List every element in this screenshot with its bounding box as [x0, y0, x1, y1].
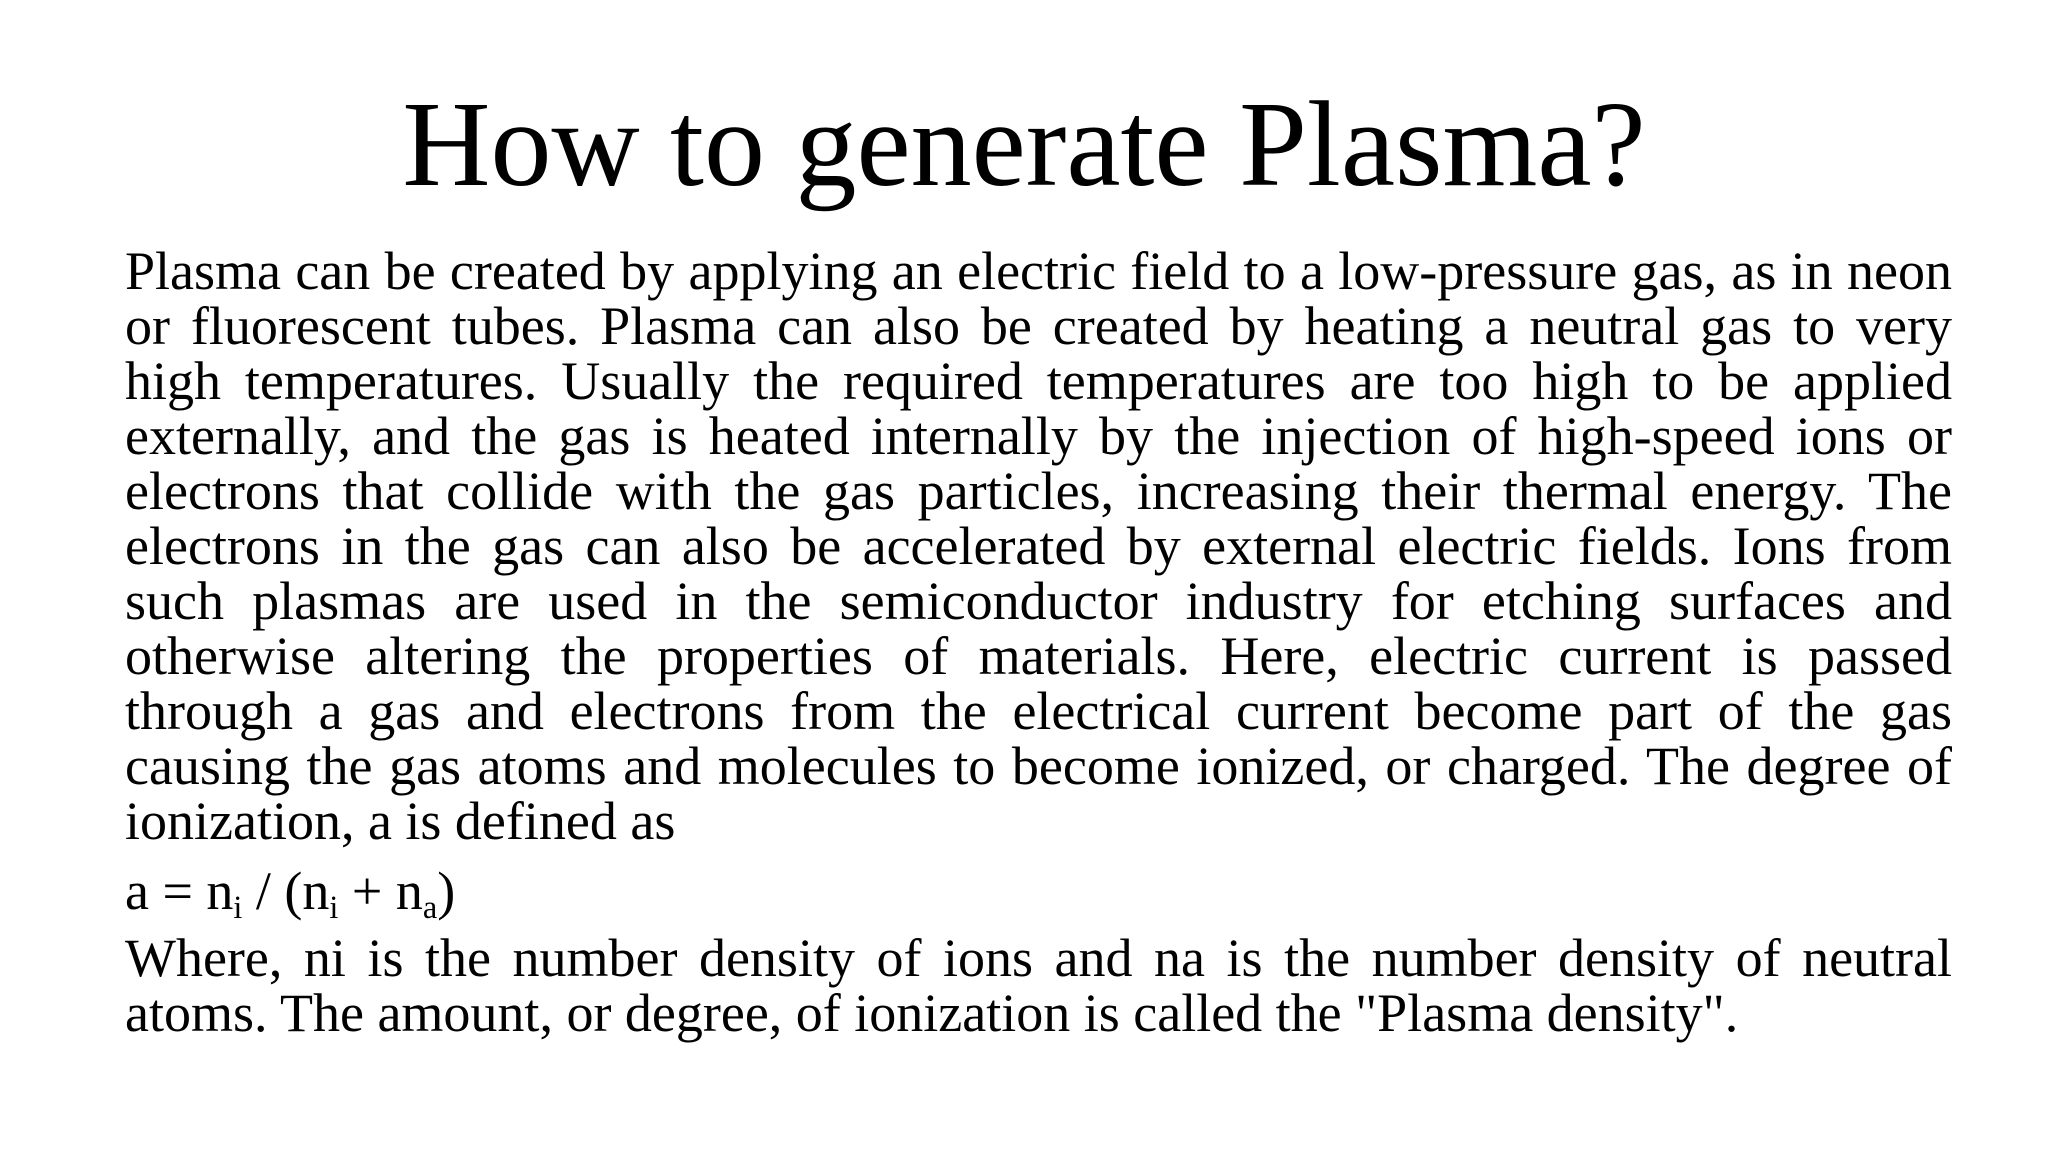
formula-subscript-atom: a: [422, 890, 438, 927]
formula-lhs: a = n: [125, 861, 234, 921]
slide-body: [125, 241, 1952, 1043]
formula-close-paren: ): [437, 861, 456, 921]
body-paragraph-plasma-creation: Plasma can be created by applying an electric field to a low-pressure gas, as in neon or fluorescent tubes. Plasma can also be created by heating a neutral gas to very high temperatures. Usually the required temperatures are too high to be applied externally, and the gas is heated internally by the injection of high-speed ions or electrons that collide with the gas particles, increasing their thermal energy. The electrons in the gas can also be accelerated by external electric fields. Ions from such plasmas are used in the semiconductor industry for etching surfaces and otherwise altering the properties of materials. Here, electric current is passed through a gas and electrons from the electrical current become part of the gas causing the gas atoms and molecules to become ionized, or charged. The degree of ionization, a is defined as: [125, 241, 1952, 851]
slide-title: How to generate Plasma?: [402, 77, 1646, 212]
formula-subscript-ion: i: [233, 890, 243, 927]
body-paragraph-definitions: Where, ni is the number density of ions and na is the number density of neutral atoms. The amount, or degree, of ionization is called the "Plasma density".: [125, 928, 1952, 1043]
ionization-degree-formula: [125, 861, 1952, 927]
formula-subscript-ion-2: i: [329, 890, 339, 927]
formula-plus: + n: [338, 861, 423, 921]
formula-divider: / (n: [242, 861, 330, 921]
